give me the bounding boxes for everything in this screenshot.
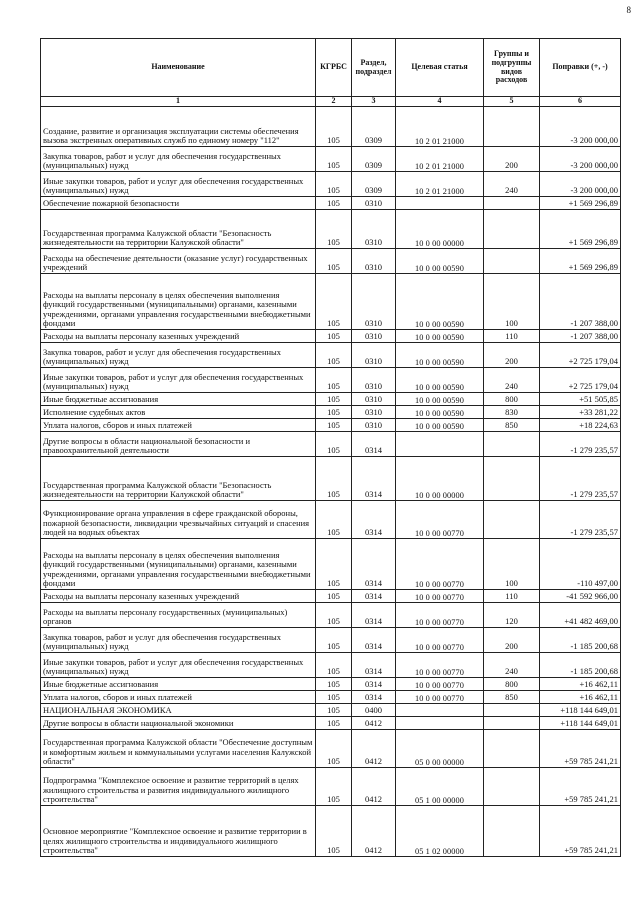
row-name: Функционирование органа управления в сфере гражданской обороны, пожарной безопасности, ликвидации чрезвычайных ситуаций и спасения людей на водных объектах [41, 501, 316, 539]
row-name: Расходы на выплаты персоналу в целях обеспечения выполнения функций государственными (муниципальными) органами, казенными учреждениями, органами управления государственными внебюджетными фондами [41, 274, 316, 330]
row-name: Создание, развитие и организация эксплуатации системы обеспечения вызова экстренных оперативных служб по единому номеру "112" [41, 107, 316, 147]
row-name: Расходы на выплаты персоналу в целях обеспечения выполнения функций государственными (муниципальными) органами, казенными учреждениями, органами управления государственными внебюджетными фондами [41, 539, 316, 590]
row-amount: -1 279 235,57 [540, 457, 621, 501]
table-header-row [41, 39, 621, 97]
column-number: 3 [352, 97, 396, 107]
row-target: 05 0 00 00000 [396, 730, 484, 768]
row-name: Закупка товаров, работ и услуг для обеспечения государственных (муниципальных) нужд [41, 343, 316, 368]
row-section: 0314 [352, 603, 396, 628]
row-name: Государственная программа Калужской области "Обеспечение доступным и комфортным жильем и коммунальными услугами населения Калужской области" [41, 730, 316, 768]
row-kgrbs: 105 [316, 432, 352, 457]
row-group [484, 730, 540, 768]
row-section: 0310 [352, 210, 396, 249]
row-name: Государственная программа Калужской области "Безопасность жизнедеятельности на территории Калужской области" [41, 210, 316, 249]
row-name: Иные закупки товаров, работ и услуг для обеспечения государственных (муниципальных) нужд [41, 653, 316, 678]
row-amount: -1 207 388,00 [540, 274, 621, 330]
row-name: Подпрограмма "Комплексное освоение и развитие территорий в целях жилищного строительства и развития индивидуального жилищного строительства" [41, 768, 316, 806]
row-kgrbs: 105 [316, 806, 352, 857]
row-kgrbs: 105 [316, 539, 352, 590]
row-kgrbs: 105 [316, 603, 352, 628]
row-amount: -3 200 000,00 [540, 107, 621, 147]
row-group [484, 432, 540, 457]
row-kgrbs: 105 [316, 730, 352, 768]
table-row [41, 501, 621, 539]
column-number: 4 [396, 97, 484, 107]
row-group [484, 457, 540, 501]
row-name: Расходы на выплаты персоналу казенных учреждений [41, 590, 316, 603]
row-kgrbs: 105 [316, 172, 352, 197]
row-group [484, 806, 540, 857]
row-target [396, 717, 484, 730]
header-group: Группы и подгруппы видов расходов [484, 39, 540, 97]
row-target: 10 0 00 00770 [396, 653, 484, 678]
row-section: 0412 [352, 730, 396, 768]
row-group [484, 501, 540, 539]
row-kgrbs: 105 [316, 590, 352, 603]
row-target: 05 1 02 00000 [396, 806, 484, 857]
row-name: Закупка товаров, работ и услуг для обеспечения государственных (муниципальных) нужд [41, 628, 316, 653]
row-section: 0314 [352, 628, 396, 653]
row-amount: +16 462,11 [540, 691, 621, 704]
row-name: Другие вопросы в области национальной экономики [41, 717, 316, 730]
row-amount: +118 144 649,01 [540, 717, 621, 730]
row-kgrbs: 105 [316, 704, 352, 717]
row-kgrbs: 105 [316, 653, 352, 678]
row-amount: +1 569 296,89 [540, 210, 621, 249]
row-target: 10 2 01 21000 [396, 172, 484, 197]
row-group: 800 [484, 393, 540, 406]
row-section: 0314 [352, 653, 396, 678]
row-kgrbs: 105 [316, 628, 352, 653]
row-target: 10 0 00 00770 [396, 590, 484, 603]
row-group: 850 [484, 691, 540, 704]
row-section: 0310 [352, 274, 396, 330]
row-kgrbs: 105 [316, 406, 352, 419]
row-target [396, 197, 484, 210]
row-name: Закупка товаров, работ и услуг для обеспечения государственных (муниципальных) нужд [41, 147, 316, 172]
row-target: 10 0 00 00770 [396, 501, 484, 539]
row-target: 10 0 00 00590 [396, 274, 484, 330]
row-target: 05 1 00 00000 [396, 768, 484, 806]
row-target: 10 0 00 00770 [396, 628, 484, 653]
table-row [41, 806, 621, 857]
row-target: 10 0 00 00770 [396, 691, 484, 704]
row-kgrbs: 105 [316, 249, 352, 274]
row-name: Расходы на выплаты персоналу казенных учреждений [41, 330, 316, 343]
row-amount: +118 144 649,01 [540, 704, 621, 717]
table-body [41, 107, 621, 857]
row-section: 0314 [352, 457, 396, 501]
row-name: Расходы на обеспечение деятельности (оказание услуг) государственных учреждений [41, 249, 316, 274]
row-group: 110 [484, 330, 540, 343]
row-group: 100 [484, 539, 540, 590]
table-row [41, 197, 621, 210]
column-number: 2 [316, 97, 352, 107]
row-section: 0310 [352, 197, 396, 210]
row-amount: +51 505,85 [540, 393, 621, 406]
row-section: 0310 [352, 330, 396, 343]
row-target: 10 0 00 00770 [396, 603, 484, 628]
row-name: Другие вопросы в области национальной безопасности и правоохранительной деятельности [41, 432, 316, 457]
row-name: Иные закупки товаров, работ и услуг для обеспечения государственных (муниципальных) нужд [41, 368, 316, 393]
table-row [41, 393, 621, 406]
row-group [484, 197, 540, 210]
table-row [41, 590, 621, 603]
row-section: 0314 [352, 678, 396, 691]
table-row [41, 368, 621, 393]
table-row [41, 653, 621, 678]
table-row [41, 107, 621, 147]
table-row [41, 768, 621, 806]
row-kgrbs: 105 [316, 419, 352, 432]
column-number: 5 [484, 97, 540, 107]
row-kgrbs: 105 [316, 330, 352, 343]
row-section: 0314 [352, 539, 396, 590]
column-number: 6 [540, 97, 621, 107]
row-amount: +16 462,11 [540, 678, 621, 691]
row-amount: +2 725 179,04 [540, 343, 621, 368]
row-group: 200 [484, 147, 540, 172]
row-name: Иные закупки товаров, работ и услуг для обеспечения государственных (муниципальных) нужд [41, 172, 316, 197]
row-name: Уплата налогов, сборов и иных платежей [41, 691, 316, 704]
row-name: Иные бюджетные ассигнования [41, 678, 316, 691]
row-name: Уплата налогов, сборов и иных платежей [41, 419, 316, 432]
row-target [396, 704, 484, 717]
row-section: 0310 [352, 393, 396, 406]
row-amount: -1 185 200,68 [540, 653, 621, 678]
column-number-row [41, 97, 621, 107]
table-row [41, 704, 621, 717]
row-kgrbs: 105 [316, 274, 352, 330]
row-section: 0310 [352, 419, 396, 432]
row-section: 0309 [352, 172, 396, 197]
row-kgrbs: 105 [316, 343, 352, 368]
table-row [41, 172, 621, 197]
row-name: Государственная программа Калужской области "Безопасность жизнедеятельности на территории Калужской области" [41, 457, 316, 501]
row-amount: -1 207 388,00 [540, 330, 621, 343]
table-row [41, 717, 621, 730]
row-group: 120 [484, 603, 540, 628]
row-group [484, 704, 540, 717]
row-target: 10 0 00 00590 [396, 249, 484, 274]
table-row [41, 730, 621, 768]
row-kgrbs: 105 [316, 501, 352, 539]
row-kgrbs: 105 [316, 457, 352, 501]
header-amount: Поправки (+, -) [540, 39, 621, 97]
row-amount: -110 497,00 [540, 539, 621, 590]
row-section: 0314 [352, 691, 396, 704]
table-row [41, 210, 621, 249]
row-amount: +2 725 179,04 [540, 368, 621, 393]
row-group: 100 [484, 274, 540, 330]
table-row [41, 603, 621, 628]
row-section: 0400 [352, 704, 396, 717]
row-amount: -3 200 000,00 [540, 172, 621, 197]
row-target: 10 0 00 00590 [396, 330, 484, 343]
header-section: Раздел, подраздел [352, 39, 396, 97]
row-kgrbs: 105 [316, 717, 352, 730]
row-target: 10 2 01 21000 [396, 107, 484, 147]
row-group: 200 [484, 628, 540, 653]
row-amount: +59 785 241,21 [540, 730, 621, 768]
row-amount: -41 592 966,00 [540, 590, 621, 603]
row-target: 10 0 00 00590 [396, 343, 484, 368]
row-name: Обеспечение пожарной безопасности [41, 197, 316, 210]
row-target: 10 0 00 00000 [396, 210, 484, 249]
row-name: Исполнение судебных актов [41, 406, 316, 419]
header-target: Целевая статья [396, 39, 484, 97]
row-group: 200 [484, 343, 540, 368]
row-kgrbs: 105 [316, 393, 352, 406]
row-group: 110 [484, 590, 540, 603]
table-row [41, 691, 621, 704]
row-amount: +18 224,63 [540, 419, 621, 432]
table-row [41, 628, 621, 653]
row-group [484, 107, 540, 147]
row-target: 10 0 00 00770 [396, 539, 484, 590]
row-target: 10 0 00 00590 [396, 419, 484, 432]
row-group [484, 717, 540, 730]
row-section: 0314 [352, 590, 396, 603]
row-kgrbs: 105 [316, 368, 352, 393]
row-target: 10 0 00 00770 [396, 678, 484, 691]
row-target: 10 0 00 00590 [396, 393, 484, 406]
table-row [41, 406, 621, 419]
row-amount: +59 785 241,21 [540, 806, 621, 857]
row-group: 800 [484, 678, 540, 691]
table-row [41, 330, 621, 343]
budget-amendments-table [40, 38, 621, 857]
row-group: 850 [484, 419, 540, 432]
table-row [41, 343, 621, 368]
row-kgrbs: 105 [316, 210, 352, 249]
row-amount: +1 569 296,89 [540, 249, 621, 274]
row-amount: -1 279 235,57 [540, 501, 621, 539]
row-section: 0310 [352, 343, 396, 368]
row-section: 0314 [352, 432, 396, 457]
header-kgrbs: КГРБС [316, 39, 352, 97]
row-name: Расходы на выплаты персоналу государственных (муниципальных) органов [41, 603, 316, 628]
row-section: 0309 [352, 147, 396, 172]
row-amount: +1 569 296,89 [540, 197, 621, 210]
row-group: 830 [484, 406, 540, 419]
row-target: 10 2 01 21000 [396, 147, 484, 172]
table-row [41, 457, 621, 501]
row-section: 0412 [352, 717, 396, 730]
table-row [41, 432, 621, 457]
row-amount: -3 200 000,00 [540, 147, 621, 172]
row-group: 240 [484, 653, 540, 678]
row-kgrbs: 105 [316, 678, 352, 691]
row-kgrbs: 105 [316, 197, 352, 210]
row-kgrbs: 105 [316, 147, 352, 172]
row-target: 10 0 00 00000 [396, 457, 484, 501]
row-target: 10 0 00 00590 [396, 368, 484, 393]
row-section: 0412 [352, 768, 396, 806]
row-amount: +41 482 469,00 [540, 603, 621, 628]
row-amount: -1 279 235,57 [540, 432, 621, 457]
table-row [41, 147, 621, 172]
row-target: 10 0 00 00590 [396, 406, 484, 419]
page-number: 8 [626, 5, 631, 15]
table-row [41, 249, 621, 274]
table-row [41, 678, 621, 691]
row-group [484, 210, 540, 249]
row-group [484, 249, 540, 274]
row-name: Основное мероприятие "Комплексное освоение и развитие территории в целях жилищного строительства и индивидуального жилищного строительства" [41, 806, 316, 857]
column-number: 1 [41, 97, 316, 107]
row-section: 0310 [352, 249, 396, 274]
row-name: Иные бюджетные ассигнования [41, 393, 316, 406]
table-row [41, 419, 621, 432]
table-row [41, 274, 621, 330]
row-kgrbs: 105 [316, 768, 352, 806]
row-section: 0310 [352, 406, 396, 419]
row-section: 0310 [352, 368, 396, 393]
table-row [41, 539, 621, 590]
header-name: Наименование [41, 39, 316, 97]
row-group [484, 768, 540, 806]
row-section: 0412 [352, 806, 396, 857]
row-kgrbs: 105 [316, 691, 352, 704]
row-name: НАЦИОНАЛЬНАЯ ЭКОНОМИКА [41, 704, 316, 717]
row-target [396, 432, 484, 457]
row-group: 240 [484, 368, 540, 393]
row-section: 0309 [352, 107, 396, 147]
row-amount: +33 281,22 [540, 406, 621, 419]
row-kgrbs: 105 [316, 107, 352, 147]
row-amount: +59 785 241,21 [540, 768, 621, 806]
row-amount: -1 185 200,68 [540, 628, 621, 653]
row-group: 240 [484, 172, 540, 197]
row-section: 0314 [352, 501, 396, 539]
